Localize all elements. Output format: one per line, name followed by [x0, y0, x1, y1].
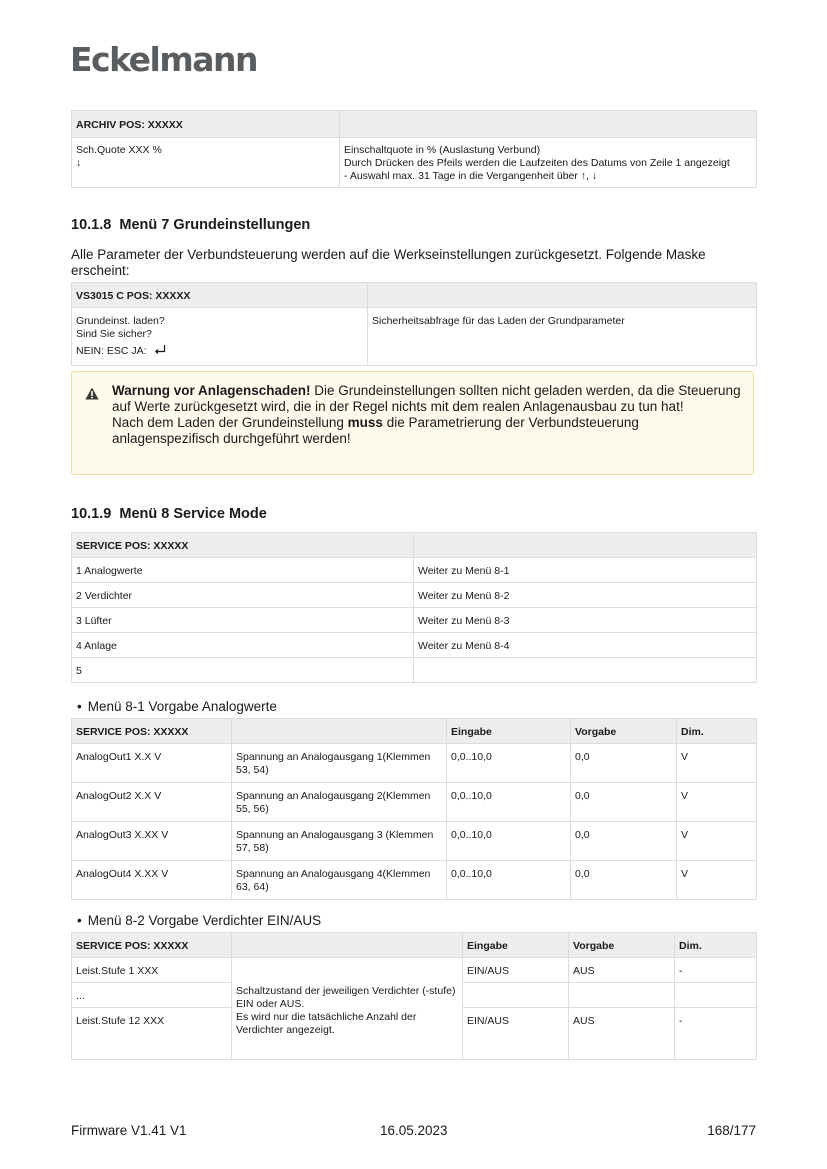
- warning-para-2: [112, 415, 744, 447]
- archiv-cell-left: [72, 138, 340, 188]
- warning-para-1: [112, 383, 744, 415]
- menu82-desc-1: Schaltzustand der jeweiligen Verdichter (-stufe) EIN oder AUS.: [236, 984, 456, 1010]
- section-number: 10.1.8: [71, 217, 112, 233]
- table-cell: AnalogOut2 X.X V: [72, 783, 232, 822]
- table-cell: V: [677, 783, 757, 822]
- table-cell: AUS: [569, 1008, 675, 1060]
- table-cell: 0,0: [571, 822, 677, 861]
- menu81-table: [71, 718, 757, 900]
- warning-title: Warnung vor Anlagenschaden!: [112, 383, 311, 398]
- archiv-desc-2: Durch Drücken des Pfeils werden die Laufzeiten des Datums von Zeile 1 angezeigt: [344, 157, 730, 169]
- table-cell: Leist.Stufe 1 XXX: [72, 958, 232, 983]
- menu82-header: Dim.: [675, 933, 757, 958]
- vs-cell-left: [72, 308, 368, 366]
- service-row-left: 1 Analogwerte: [72, 558, 414, 583]
- table-cell: AUS: [569, 958, 675, 983]
- archiv-desc-1: Einschaltquote in % (Auslastung Verbund): [344, 144, 541, 156]
- vs-line-3-wrap: [76, 344, 363, 358]
- table-cell: AnalogOut4 X.XX V: [72, 861, 232, 900]
- section-heading-1018: [71, 217, 310, 233]
- service-row-right: Weiter zu Menü 8-2: [414, 583, 757, 608]
- bullet-text: Menü 8-2 Vorgabe Verdichter EIN/AUS: [87, 913, 322, 928]
- bullet-dot-icon: •: [77, 699, 82, 714]
- table-row: [72, 861, 757, 900]
- service-row-right: [414, 658, 757, 683]
- table-cell: 0,0: [571, 783, 677, 822]
- archiv-header: ARCHIV POS: XXXXX: [72, 111, 340, 138]
- warning-muss: muss: [347, 415, 383, 430]
- table-cell: Spannung an Analogausgang 3 (Klemmen 57, 58): [232, 822, 447, 861]
- service-row-left: 3 Lüfter: [72, 608, 414, 633]
- section-heading-1019: [71, 506, 267, 522]
- table-cell: 0,0..10,0: [447, 783, 571, 822]
- vs-header-empty: [368, 283, 757, 308]
- archiv-param: Sch.Quote XXX %: [76, 144, 162, 156]
- vs-cell-desc: Sicherheitsabfrage für das Laden der Grundparameter: [368, 308, 757, 366]
- table-row: [72, 958, 757, 983]
- service-row-left: 4 Anlage: [72, 633, 414, 658]
- vs-line-2: Sind Sie sicher?: [76, 328, 152, 340]
- section-intro: Alle Parameter der Verbundsteuerung werden auf die Werkseinstellungen zurückgesetzt. Folgende Maske erscheint:: [71, 247, 706, 278]
- menu81-header: [232, 719, 447, 744]
- archiv-arrow: ↓: [76, 157, 82, 169]
- section-title: Menü 7 Grundeinstellungen: [119, 217, 311, 233]
- service-header: SERVICE POS: XXXXX: [72, 533, 414, 558]
- table-cell: Leist.Stufe 12 XXX: [72, 1008, 232, 1060]
- archiv-desc-3: - Auswahl max. 31 Tage in die Vergangenheit über ↑, ↓: [344, 170, 598, 182]
- bullet-text: Menü 8-1 Vorgabe Analogwerte: [87, 699, 277, 714]
- warning-text: [112, 383, 744, 447]
- table-row: [72, 783, 757, 822]
- table-cell: [675, 983, 757, 1008]
- menu82-header: [232, 933, 463, 958]
- footer-right: 168/177: [707, 1123, 756, 1138]
- vs-header: VS3015 C POS: XXXXX: [72, 283, 368, 308]
- menu82-header: Eingabe: [463, 933, 569, 958]
- menu81-header: SERVICE POS: XXXXX: [72, 719, 232, 744]
- table-cell: 0,0..10,0: [447, 744, 571, 783]
- vs-line-1: Grundeinst. laden?: [76, 315, 165, 327]
- table-cell: EIN/AUS: [463, 958, 569, 983]
- menu82-header: Vorgabe: [569, 933, 675, 958]
- table-cell: 0,0: [571, 744, 677, 783]
- table-cell: V: [677, 861, 757, 900]
- table-cell: [569, 983, 675, 1008]
- warning-triangle-icon: [85, 387, 99, 400]
- archiv-table: [71, 110, 757, 188]
- footer-left: Firmware V1.41 V1: [71, 1123, 187, 1138]
- table-cell: AnalogOut3 X.XX V: [72, 822, 232, 861]
- warning-text-2b: die Parametrierung der Verbundsteuerung anlagenspezifisch durchgeführt werden!: [112, 415, 639, 446]
- table-cell: Spannung an Analogausgang 2(Klemmen 55, 56): [232, 783, 447, 822]
- table-cell: -: [675, 958, 757, 983]
- menu81-header: Eingabe: [447, 719, 571, 744]
- menu81-header: Vorgabe: [571, 719, 677, 744]
- menu82-table: [71, 932, 757, 1060]
- service-row-right: Weiter zu Menü 8-3: [414, 608, 757, 633]
- table-cell: EIN/AUS: [463, 1008, 569, 1060]
- service-header-empty: [414, 533, 757, 558]
- warning-text-2a: Nach dem Laden der Grundeinstellung: [112, 415, 348, 430]
- table-cell: ...: [72, 983, 232, 1008]
- menu82-desc-cell: [232, 958, 463, 1060]
- table-cell: 0,0: [571, 861, 677, 900]
- table-cell: 0,0..10,0: [447, 861, 571, 900]
- service-row-left: 2 Verdichter: [72, 583, 414, 608]
- service-table: [71, 532, 757, 683]
- warning-text-1: Die Grundeinstellungen sollten nicht geladen werden, da die Steuerung auf Werte zurückgesetzt wird, die in der Regel nichts mit dem realen Anlagenausbau zu tun hat!: [112, 383, 741, 414]
- table-cell: Spannung an Analogausgang 1(Klemmen 53, 54): [232, 744, 447, 783]
- table-cell: [463, 983, 569, 1008]
- section-number: 10.1.9: [71, 506, 112, 522]
- bullet-menu-82: [77, 913, 321, 928]
- enter-key-icon: [154, 344, 166, 356]
- menu82-header: SERVICE POS: XXXXX: [72, 933, 232, 958]
- table-cell: AnalogOut1 X.X V: [72, 744, 232, 783]
- table-cell: -: [675, 1008, 757, 1060]
- table-row: [72, 822, 757, 861]
- table-row: [72, 744, 757, 783]
- menu81-header: Dim.: [677, 719, 757, 744]
- table-cell: 0,0..10,0: [447, 822, 571, 861]
- table-cell: V: [677, 822, 757, 861]
- table-cell: V: [677, 744, 757, 783]
- service-row-right: Weiter zu Menü 8-4: [414, 633, 757, 658]
- vs-line-3: NEIN: ESC JA:: [76, 345, 147, 357]
- table-cell: Spannung an Analogausgang 4(Klemmen 63, 64): [232, 861, 447, 900]
- vs-table: [71, 282, 757, 366]
- service-row-right: Weiter zu Menü 8-1: [414, 558, 757, 583]
- archiv-cell-desc: [340, 138, 757, 188]
- footer-center: 16.05.2023: [380, 1123, 448, 1138]
- warning-box: [71, 371, 754, 475]
- bullet-menu-81: [77, 699, 277, 714]
- archiv-header-empty: [340, 111, 757, 138]
- bullet-dot-icon: •: [77, 913, 82, 928]
- menu82-desc-2: Es wird nur die tatsächliche Anzahl der Verdichter angezeigt.: [236, 1010, 417, 1036]
- eckelmann-logo: Eckelmann: [70, 40, 257, 79]
- section-title: Menü 8 Service Mode: [119, 506, 267, 522]
- service-row-left: 5: [72, 658, 414, 683]
